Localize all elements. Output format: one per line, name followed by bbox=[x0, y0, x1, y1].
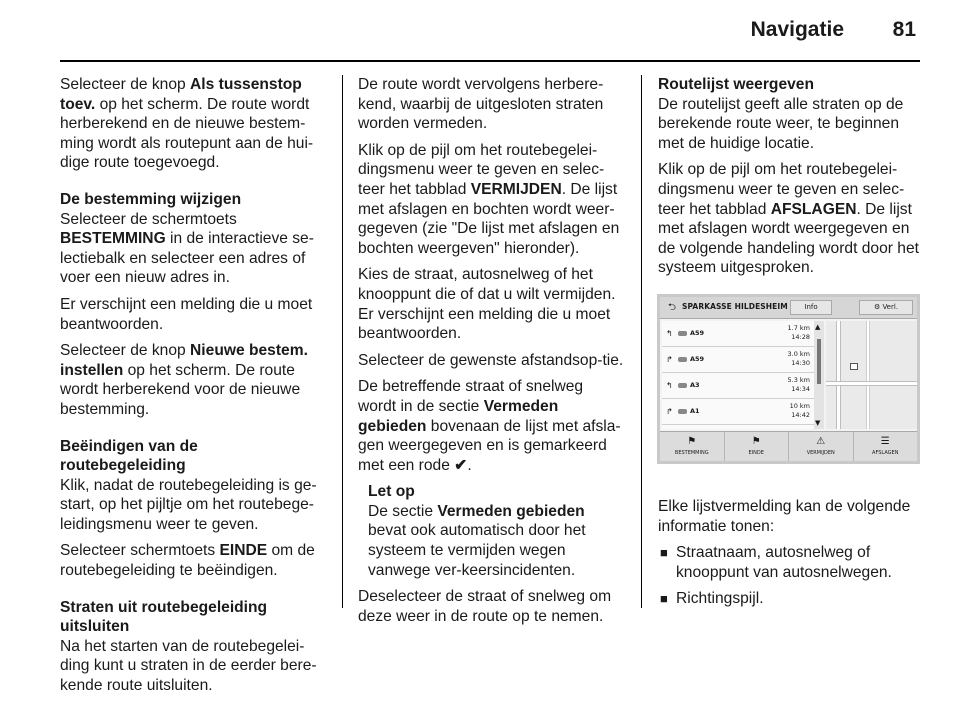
ui-term: Als tussenstop toev. bbox=[60, 76, 302, 113]
paragraph: Deselecteer de straat of snelweg om deze weer in de route op te nemen. bbox=[358, 588, 612, 625]
paragraph bbox=[658, 75, 922, 153]
ui-term: Vermeden gebieden bbox=[358, 397, 559, 435]
screen-title-bar bbox=[660, 297, 917, 319]
text: om de routebegeleiding te beëindigen. bbox=[60, 542, 315, 580]
distance-time bbox=[788, 324, 811, 342]
note-box bbox=[368, 482, 624, 580]
road-name: A59 bbox=[690, 329, 705, 337]
turns-button bbox=[854, 432, 918, 461]
paragraph bbox=[60, 437, 325, 535]
text: Selecteer de knop bbox=[60, 76, 191, 93]
button-label: BESTEMMING bbox=[674, 450, 709, 456]
column-right-lower bbox=[658, 497, 922, 616]
paragraph: Elke lijstvermelding kan de volgende informatie tonen: bbox=[658, 498, 911, 535]
distance: 5.3 km bbox=[787, 376, 810, 384]
text: Klik op de pijl om het routebegelei-dingsmenu weer te geven en selec-teer het tabblad bbox=[658, 161, 905, 218]
paragraph bbox=[60, 341, 325, 419]
section-heading: Straten uit routebegeleiding uitsluiten bbox=[60, 598, 268, 636]
arrival-time: 14:42 bbox=[791, 411, 810, 419]
scroll-down-icon: ▼ bbox=[815, 419, 821, 427]
section-heading: De bestemming wijzigen bbox=[60, 190, 242, 208]
map-road bbox=[866, 321, 870, 429]
column-middle bbox=[358, 75, 624, 633]
header-rule bbox=[60, 60, 920, 62]
column-divider bbox=[641, 75, 642, 608]
distance: 3.0 km bbox=[787, 350, 810, 358]
page-number: 81 bbox=[892, 18, 916, 41]
ui-term: AFSLAGEN bbox=[770, 200, 857, 218]
distance: 1.7 km bbox=[787, 324, 810, 332]
road-shield-icon bbox=[678, 383, 687, 388]
paragraph bbox=[358, 377, 624, 475]
turn-list bbox=[662, 321, 814, 429]
warning-icon: ⚠ bbox=[816, 436, 826, 447]
distance: 10 km bbox=[789, 402, 810, 410]
turn-arrow-icon: ↱ bbox=[666, 355, 673, 364]
list-item bbox=[660, 589, 922, 609]
road-shield-icon bbox=[678, 331, 687, 336]
arrival-time: 14:30 bbox=[791, 359, 810, 367]
text: bovenaan de lijst met afsla-gen weergegeven en is gemarkeerd met een rode bbox=[358, 417, 621, 474]
scrollbar-thumb bbox=[817, 339, 821, 384]
list-item-text: Straatnaam, autosnelweg of knooppunt van autosnelwegen. bbox=[676, 544, 892, 581]
options-button: ⚙ Verl. bbox=[859, 300, 913, 315]
ui-term: Vermeden gebieden bbox=[437, 502, 585, 520]
button-label: VERMIJDEN bbox=[806, 450, 835, 456]
text: op het scherm. De route wordt herberekend voor de nieuwe bestemming. bbox=[60, 361, 301, 418]
text: Selecteer schermtoets bbox=[60, 542, 220, 560]
button-label: AFSLAGEN bbox=[872, 450, 899, 456]
selection-bar bbox=[660, 431, 917, 461]
chapter-title: Navigatie bbox=[750, 18, 844, 41]
flag-icon: ⚑ bbox=[751, 436, 761, 447]
infotainment-screen bbox=[660, 297, 917, 461]
map-view bbox=[826, 321, 917, 429]
note-title: Let op bbox=[368, 483, 415, 501]
paragraph bbox=[658, 160, 922, 278]
list-item bbox=[660, 543, 922, 582]
arrival-time: 14:34 bbox=[791, 385, 810, 393]
map-road bbox=[826, 381, 917, 386]
road-shield-icon bbox=[678, 409, 687, 414]
distance-time bbox=[790, 402, 810, 420]
paragraph bbox=[60, 190, 325, 288]
paragraph bbox=[60, 75, 325, 173]
end-button bbox=[725, 432, 790, 461]
text: bevat ook automatisch door het systeem te vermijden wegen vanwege ver-keersincidenten. bbox=[368, 522, 586, 579]
ui-term: EINDE bbox=[219, 542, 268, 560]
turn-arrow-icon: ↰ bbox=[666, 381, 673, 390]
paragraph: Er verschijnt een melding die u moet beantwoorden. bbox=[60, 295, 313, 333]
text: De sectie bbox=[368, 502, 438, 520]
scroll-up-icon: ▲ bbox=[815, 323, 821, 331]
column-left bbox=[60, 75, 325, 703]
road-name: A59 bbox=[690, 355, 705, 363]
ui-term: VERMIJDEN bbox=[470, 180, 562, 198]
button-label: EINDE bbox=[748, 450, 764, 456]
text: Na het starten van de routebegelei-ding kunt u straten in de eerder bere-kende route uitsluiten. bbox=[60, 637, 317, 695]
arrival-time: 14:28 bbox=[791, 333, 810, 341]
check-mark-icon: ✔ bbox=[454, 456, 468, 474]
paragraph: Kies de straat, autosnelweg of het knooppunt die of dat u wilt vermijden. Er verschijnt een melding die u moet beantwoorden. bbox=[358, 266, 616, 343]
poi-icon bbox=[850, 363, 858, 370]
section-heading: Beëindigen van de routebegeleiding bbox=[60, 437, 198, 475]
turn-arrow-icon: ↰ bbox=[666, 329, 673, 338]
turn-list-row bbox=[662, 321, 814, 347]
list-item-text: Richtingspijl. bbox=[676, 590, 764, 608]
text: Klik op de pijl om het routebegelei-dingsmenu weer te geven en selec-teer het tabblad bbox=[358, 141, 605, 198]
distance-time bbox=[788, 350, 811, 368]
flag-icon: ⚑ bbox=[687, 436, 697, 447]
paragraph: Selecteer de gewenste afstandsop-tie. bbox=[358, 351, 624, 369]
text: Klik, nadat de routebegeleiding is ge-start, op het pijltje om het routebege-leidingsmenu weer te geven. bbox=[60, 476, 317, 533]
text: Selecteer de knop bbox=[60, 342, 191, 360]
back-arrow-icon: ⮌ bbox=[667, 302, 676, 313]
distance-time bbox=[788, 376, 811, 394]
text: . De lijst met afslagen wordt weergegeven en de volgende handeling wordt door het systeem uitgesproken. bbox=[658, 200, 919, 277]
info-button: Info bbox=[790, 300, 832, 315]
text: op het scherm. De route wordt herberekend en de nieuwe bestem-ming wordt als routepunt aan de hui-dige route toegevoegd. bbox=[60, 95, 314, 172]
paragraph: De route wordt vervolgens herbere-kend, waarbij de uitgesloten straten worden vermeden. bbox=[358, 76, 604, 133]
turn-arrow-icon: ↱ bbox=[666, 407, 673, 416]
paragraph bbox=[358, 141, 624, 259]
destination-button bbox=[660, 432, 725, 461]
paragraph bbox=[60, 598, 325, 696]
turn-list-row bbox=[662, 373, 814, 399]
navigation-screenshot bbox=[657, 294, 920, 464]
road-shield-icon bbox=[678, 357, 687, 362]
map-road bbox=[836, 321, 841, 429]
ui-term: Nieuwe bestem. instellen bbox=[60, 342, 308, 379]
turn-list-row bbox=[662, 399, 814, 425]
section-heading: Routelijst weergeven bbox=[658, 76, 814, 93]
road-name: A3 bbox=[690, 381, 700, 389]
list-scrollbar bbox=[814, 321, 824, 429]
text: . bbox=[467, 456, 472, 474]
avoid-button bbox=[789, 432, 854, 461]
text: Selecteer de schermtoets bbox=[60, 210, 237, 228]
ui-term: BESTEMMING bbox=[60, 230, 166, 248]
list-icon: ☰ bbox=[880, 436, 890, 447]
text: De routelijst geeft alle straten op de berekende route weer, te beginnen met de huidige locatie. bbox=[658, 95, 904, 152]
text: in de interactieve se-lectiebalk en selecteer een adres of voer een nieuw adres in. bbox=[60, 230, 314, 287]
road-name: A1 bbox=[690, 407, 700, 415]
paragraph bbox=[60, 541, 325, 580]
turn-list-row bbox=[662, 347, 814, 373]
destination-title: SPARKASSE HILDESHEIM bbox=[682, 302, 788, 311]
column-divider bbox=[342, 75, 343, 608]
text: De betreffende straat of snelweg wordt in de sectie bbox=[358, 378, 584, 415]
column-right bbox=[658, 75, 922, 285]
text: . De lijst met afslagen en bochten wordt weer-gegeven (zie "De lijst met afslagen en bochten weergeven" hieronder). bbox=[358, 180, 620, 257]
bullet-icon: ■ bbox=[660, 545, 668, 561]
page-header bbox=[0, 0, 960, 62]
bullet-icon: ■ bbox=[660, 591, 668, 607]
